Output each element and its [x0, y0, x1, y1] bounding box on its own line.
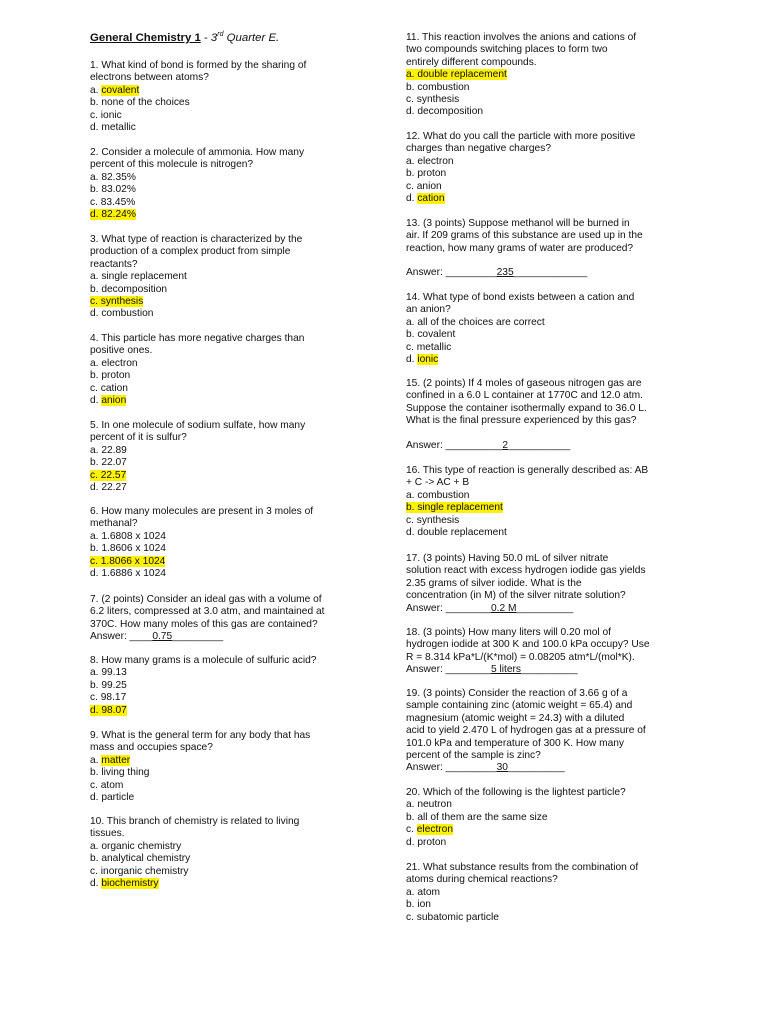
answer-line: [406, 603, 688, 615]
answer-value: 0.75: [152, 631, 173, 643]
option-letter: a.: [406, 799, 418, 811]
answer-option: [90, 866, 352, 878]
option-letter: b.: [90, 853, 102, 865]
answer-option: [90, 667, 352, 679]
option-letter: b.: [90, 767, 102, 779]
option-text: double replacement: [417, 527, 507, 539]
option-text: 82.35%: [101, 171, 136, 183]
question-stem: 7. (2 points) Consider an ideal gas with a volume of 6.2 liters, compressed at 3.0 atm, and maintained at 370C. How many moles of this gas are contained?: [90, 594, 325, 630]
option-letter: a.: [406, 489, 418, 501]
option-text: covalent: [101, 84, 140, 96]
option-letter: d.: [90, 482, 102, 494]
option-text: ionic: [417, 354, 439, 366]
option-letter: a.: [406, 886, 418, 898]
answer-option: [90, 531, 352, 543]
question-15: [406, 378, 688, 452]
question-stem: 9. What is the general term for any body that has mass and occupies space?: [90, 730, 311, 754]
option-text: proton: [101, 370, 131, 382]
option-letter: a.: [90, 530, 102, 542]
spacer: [406, 428, 688, 440]
option-letter: b.: [406, 329, 418, 341]
option-text: analytical chemistry: [101, 853, 191, 865]
option-letter: d.: [406, 193, 418, 205]
question-16: [406, 465, 688, 539]
correct-answer-option: [90, 209, 352, 221]
answer-option: [406, 106, 688, 118]
option-text: b. single replacement: [406, 502, 503, 514]
answer-option: [90, 308, 352, 320]
option-letter: b.: [90, 97, 102, 109]
option-text: electron: [101, 357, 138, 369]
option-text: 99.13: [101, 667, 127, 679]
question-11: [406, 32, 688, 119]
option-text: matter: [101, 754, 131, 766]
option-text: cation: [100, 382, 128, 394]
option-text: metallic: [101, 122, 136, 134]
answer-option: [90, 841, 352, 853]
question-13: [406, 218, 688, 280]
option-letter: b.: [90, 283, 102, 295]
question-18: [406, 627, 688, 677]
question-19: [406, 688, 688, 775]
option-letter: a.: [90, 271, 102, 283]
option-letter: a.: [90, 444, 102, 456]
question-stem: 11. This reaction involves the anions and cations of two compounds switching places to form two entirely different compounds.: [406, 32, 637, 68]
answer-label: Answer:: [406, 664, 446, 676]
answer-blank: ___________: [507, 439, 571, 451]
question-stem: 5. In one molecule of sodium sulfate, how many percent of it is sulfur?: [90, 420, 306, 444]
option-letter: a.: [90, 840, 102, 852]
question-stem: 3. What type of reaction is characterized by the production of a complex product from simple reactants?: [90, 234, 303, 270]
option-letter: d.: [90, 878, 102, 890]
answer-option: [406, 515, 688, 527]
correct-answer-option: [90, 878, 352, 890]
correct-answer-option: [406, 193, 688, 205]
answer-option: [406, 799, 688, 811]
option-text: ionic: [100, 109, 122, 121]
option-letter: c.: [406, 911, 417, 923]
option-letter: c.: [406, 514, 417, 526]
answer-label: Answer:: [406, 267, 446, 279]
option-text: biochemistry: [101, 878, 159, 890]
question-5: [90, 420, 352, 494]
option-text: all of them are the same size: [417, 811, 548, 823]
answer-blank: _____________: [513, 267, 588, 279]
option-text: a. double replacement: [406, 69, 507, 81]
answer-option: [406, 912, 688, 924]
answer-option: [90, 383, 352, 395]
option-letter: d.: [90, 395, 102, 407]
option-letter: a.: [90, 171, 102, 183]
option-letter: d.: [90, 308, 102, 320]
correct-answer-option: [406, 502, 688, 514]
option-letter: c.: [90, 382, 101, 394]
answer-option: [406, 181, 688, 193]
answer-option: [406, 329, 688, 341]
option-letter: d.: [406, 527, 418, 539]
option-text: anion: [416, 180, 442, 192]
option-text: ion: [417, 899, 431, 911]
option-text: c. 22.57: [90, 469, 127, 481]
answer-line: [406, 664, 688, 676]
option-text: synthesis: [416, 94, 460, 106]
option-text: 98.17: [100, 692, 127, 704]
answer-option: [90, 184, 352, 196]
question-1: [90, 60, 352, 134]
correct-answer-option: [406, 824, 688, 836]
question-17: [406, 553, 688, 615]
option-text: 83.45%: [100, 196, 136, 208]
option-letter: c.: [90, 196, 101, 208]
option-text: synthesis: [416, 514, 460, 526]
option-text: c. synthesis: [90, 296, 144, 308]
option-text: electron: [417, 155, 454, 167]
option-letter: b.: [90, 370, 102, 382]
option-text: 22.07: [101, 457, 127, 469]
option-text: 99.25: [101, 679, 127, 691]
option-text: decomposition: [417, 106, 484, 118]
answer-option: [90, 457, 352, 469]
correct-answer-option: [90, 85, 352, 97]
answer-option: [90, 97, 352, 109]
option-letter: d.: [406, 106, 418, 118]
option-letter: a.: [90, 754, 102, 766]
option-text: 1.6886 x 1024: [101, 568, 166, 580]
answer-label: Answer:: [406, 439, 446, 451]
question-stem: 20. Which of the following is the lightest particle?: [406, 787, 626, 798]
option-letter: b.: [90, 543, 102, 555]
question-stem: 4. This particle has more negative charges than positive ones.: [90, 333, 305, 357]
answer-option: [90, 197, 352, 209]
option-letter: d.: [90, 792, 102, 804]
option-text: proton: [417, 168, 447, 180]
question-3: [90, 234, 352, 321]
answer-line: [90, 631, 352, 643]
answer-option: [406, 156, 688, 168]
option-text: 83.02%: [101, 184, 136, 196]
option-letter: c.: [406, 180, 417, 192]
option-text: single replacement: [101, 271, 187, 283]
question-stem: 13. (3 points) Suppose methanol will be burned in air. If 209 grams of this substance are used up in the reaction, how many grams of water are produced?: [406, 218, 643, 254]
option-letter: c.: [90, 865, 101, 877]
question-stem: 8. How many grams is a molecule of sulfuric acid?: [90, 655, 317, 666]
answer-option: [406, 168, 688, 180]
option-text: combustion: [417, 489, 470, 501]
answer-option: [90, 767, 352, 779]
option-text: living thing: [101, 767, 150, 779]
answer-option: [90, 568, 352, 580]
option-text: electron: [416, 824, 454, 836]
option-text: combustion: [417, 81, 470, 93]
answer-option: [406, 812, 688, 824]
question-7: [90, 594, 352, 644]
answer-option: [90, 172, 352, 184]
option-letter: b.: [406, 811, 418, 823]
course-name: General Chemistry 1: [90, 32, 201, 44]
option-letter: a.: [406, 316, 418, 328]
answer-option: [90, 692, 352, 704]
option-text: all of the choices are correct: [417, 316, 545, 328]
option-text: organic chemistry: [101, 840, 182, 852]
correct-answer-option: [406, 354, 688, 366]
question-stem: 12. What do you call the particle with more positive charges than negative charges?: [406, 131, 636, 155]
correct-answer-option: [90, 556, 352, 568]
option-letter: a.: [90, 84, 102, 96]
title-separator: -: [200, 32, 211, 44]
option-text: covalent: [417, 329, 456, 341]
option-text: d. 82.24%: [90, 209, 136, 221]
correct-answer-option: [90, 395, 352, 407]
question-9: [90, 730, 352, 804]
answer-option: [406, 887, 688, 899]
option-letter: b.: [406, 168, 418, 180]
question-stem: 19. (3 points) Consider the reaction of 3.66 g of a sample containing zinc (atomic weight = 65.4) and magnesium (atomic weight = 24.3) with a diluted acid to yield 2.470 L of hydrogen gas at a pressure of 101.0 kPa and temperature of 300 K. How many percent of the sample is zinc?: [406, 688, 646, 762]
option-text: proton: [417, 836, 447, 848]
option-text: neutron: [417, 799, 452, 811]
option-letter: a.: [90, 667, 102, 679]
answer-blank: _________: [445, 762, 497, 774]
answer-blank: _________: [172, 631, 224, 643]
question-21: [406, 862, 688, 924]
answer-option: [90, 284, 352, 296]
option-text: 22.27: [101, 482, 127, 494]
spacer: [406, 255, 688, 267]
correct-answer-option: [90, 470, 352, 482]
option-letter: c.: [90, 779, 101, 791]
answer-option: [406, 527, 688, 539]
correct-answer-option: [406, 69, 688, 81]
option-letter: b.: [90, 184, 102, 196]
answer-line: [406, 267, 688, 279]
option-letter: c.: [406, 94, 417, 106]
option-text: decomposition: [101, 283, 168, 295]
answer-option: [90, 370, 352, 382]
question-stem: 10. This branch of chemistry is related to living tissues.: [90, 816, 300, 840]
option-text: cation: [417, 193, 445, 205]
answer-option: [406, 342, 688, 354]
answer-option: [90, 543, 352, 555]
option-letter: c.: [406, 824, 417, 836]
answer-blank: _________: [445, 267, 497, 279]
answer-option: [90, 853, 352, 865]
answer-option: [406, 490, 688, 502]
answer-blank: __________: [507, 762, 565, 774]
answer-blank: ____: [129, 631, 153, 643]
answer-option: [406, 94, 688, 106]
question-stem: 15. (2 points) If 4 moles of gaseous nitrogen gas are confined in a 6.0 L container at 1770C and 12.0 atm. Suppose the container isothermally expand to 36.0 L. What is the final pressure experienced by this gas?: [406, 378, 647, 427]
option-letter: b.: [406, 899, 418, 911]
answer-blank: ________: [445, 602, 491, 614]
question-2: [90, 147, 352, 221]
answer-blank: ________: [445, 664, 491, 676]
answer-label: Answer:: [90, 631, 130, 643]
option-text: atom: [417, 886, 440, 898]
answer-label: Answer:: [406, 602, 446, 614]
exam-title: [90, 32, 279, 44]
option-text: none of the choices: [101, 97, 190, 109]
option-text: subatomic particle: [416, 911, 499, 923]
question-stem: 21. What substance results from the combination of atoms during chemical reactions?: [406, 862, 639, 886]
answer-option: [406, 837, 688, 849]
question-stem: 17. (3 points) Having 50.0 mL of silver nitrate solution react with excess hydrogen iodide gas yields 2.35 grams of silver iodide. What is the concentration (in M) of the silver nitrate solution?: [406, 553, 646, 602]
answer-option: [90, 110, 352, 122]
option-letter: d.: [90, 568, 102, 580]
answer-blank: __________: [520, 664, 578, 676]
question-stem: 14. What type of bond exists between a cation and an anion?: [406, 292, 635, 316]
answer-option: [406, 317, 688, 329]
option-letter: b.: [406, 81, 418, 93]
question-8: [90, 655, 352, 717]
correct-answer-option: [90, 755, 352, 767]
option-text: 22.89: [101, 444, 127, 456]
answer-label: Answer:: [406, 762, 446, 774]
option-letter: a.: [90, 357, 102, 369]
question-6: [90, 506, 352, 580]
answer-blank: __________: [516, 602, 574, 614]
answer-value: 5 liters: [490, 664, 521, 676]
question-stem: 2. Consider a molecule of ammonia. How many percent of this molecule is nitrogen?: [90, 147, 305, 171]
question-stem: 18. (3 points) How many liters will 0.20 mol of hydrogen iodide at 300 K and 100.0 kPa occupy? Use R = 8.314 kPa*L/(K*mol) = 0.08205 atm*L/(mol*K).: [406, 627, 650, 663]
option-text: combustion: [101, 308, 154, 320]
question-20: [406, 787, 688, 849]
answer-line: [406, 440, 688, 452]
answer-option: [90, 792, 352, 804]
question-stem: 6. How many molecules are present in 3 moles of methanal?: [90, 506, 314, 530]
option-letter: c.: [406, 341, 417, 353]
answer-option: [90, 482, 352, 494]
answer-option: [90, 780, 352, 792]
option-text: 1.6808 x 1024: [101, 530, 166, 542]
option-letter: d.: [406, 836, 418, 848]
quarter-label: 3rd Quarter E.: [210, 31, 280, 44]
answer-value: 0.2 M: [490, 602, 517, 614]
option-text: metallic: [416, 341, 452, 353]
question-stem: 16. This type of reaction is generally described as: AB + C -> AC + B: [406, 465, 649, 489]
answer-blank: __________: [445, 439, 503, 451]
answer-option: [90, 445, 352, 457]
question-12: [406, 131, 688, 205]
option-letter: c.: [90, 692, 101, 704]
question-4: [90, 333, 352, 407]
option-letter: b.: [90, 457, 102, 469]
answer-option: [406, 82, 688, 94]
option-text: particle: [101, 792, 135, 804]
answer-option: [406, 899, 688, 911]
option-text: c. 1.8066 x 1024: [90, 555, 166, 567]
question-14: [406, 292, 688, 366]
correct-answer-option: [90, 705, 352, 717]
question-10: [90, 816, 352, 890]
option-letter: c.: [90, 109, 101, 121]
option-letter: d.: [90, 122, 102, 134]
option-text: inorganic chemistry: [100, 865, 189, 877]
answer-value: 235: [496, 267, 514, 279]
option-letter: a.: [406, 155, 418, 167]
option-letter: d.: [406, 354, 418, 366]
answer-value: 30: [496, 762, 508, 774]
option-text: 1.8606 x 1024: [101, 543, 166, 555]
answer-line: [406, 762, 688, 774]
answer-value: 2: [502, 439, 508, 451]
question-stem: 1. What kind of bond is formed by the sharing of electrons between atoms?: [90, 60, 307, 84]
answer-option: [90, 122, 352, 134]
option-text: d. 98.07: [90, 704, 127, 716]
answer-option: [90, 680, 352, 692]
option-text: anion: [101, 395, 127, 407]
option-letter: b.: [90, 679, 102, 691]
option-text: atom: [100, 779, 124, 791]
answer-option: [90, 358, 352, 370]
answer-option: [90, 271, 352, 283]
correct-answer-option: [90, 296, 352, 308]
